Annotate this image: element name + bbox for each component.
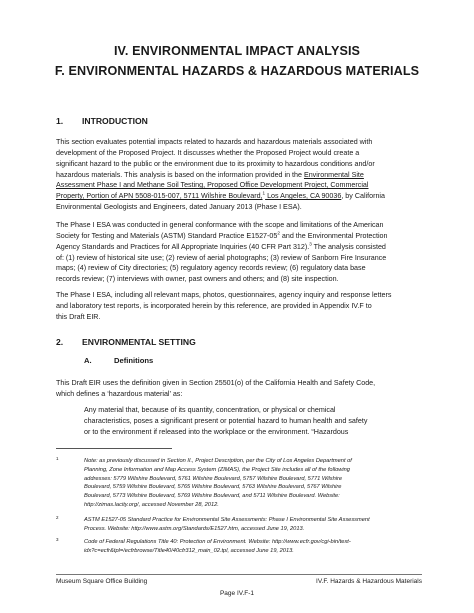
heading-number: 1.: [56, 116, 64, 126]
text-segment: hazardous materials. This analysis is based on the information provided in the: [56, 170, 304, 179]
page-number: Page IV.F-1: [219, 590, 255, 597]
text-line: [56, 170, 420, 181]
footnote-ref: 3: [309, 241, 312, 247]
text-segment: Society for Testing and Materials (ASTM) Standard Practice E1527-05: [56, 231, 278, 240]
intro-paragraph-1: [56, 137, 420, 213]
footnote-mark: 2: [56, 515, 59, 520]
text-line: Planning, Zone Information and Map Access System (ZIMAS), the Project Site includes all of the following: [84, 466, 350, 473]
text-segment: and the Environmental Protection: [279, 231, 388, 240]
text-line: ASTM E1527-05 Standard Practice for Environmental Site Assessments: Phase I Environmental Site Assessment: [84, 517, 370, 523]
text-line: maps; (4) review of City directories; (5) regulatory agency records review; (6) regulatory data base: [56, 264, 366, 273]
footnote-ref: 1: [262, 190, 266, 196]
heading-label: ENVIRONMENTAL SETTING: [82, 337, 196, 347]
heading-label: INTRODUCTION: [82, 116, 148, 126]
footnote-3: [56, 538, 422, 556]
report-title-text: Assessment Phase I and Methane Soil Testing, Proposed Office Development Project, Commercial: [56, 181, 369, 190]
intro-paragraph-3: [56, 290, 420, 323]
footer-rule: [56, 574, 422, 575]
text-line: [56, 191, 420, 202]
text-line: records review; (7) interviews with owner, past owners and others; and (8) site inspection.: [56, 275, 339, 284]
footnote-text: [84, 538, 351, 556]
intro-paragraph-2: [56, 220, 420, 285]
footnote-1: [56, 457, 422, 511]
footnote-mark: 3: [56, 537, 59, 542]
text-line: of: (1) review of historical site use; (2) review of aerial photographs; (3) review of Sanborn Fire Insurance: [56, 253, 387, 262]
text-line: addresses: 5779 Wilshire Boulevard, 5761 Wilshire Boulevard, 5757 Wilshire Boulevard, 5771 Wilshire: [84, 475, 343, 482]
footnote-mark: 1: [56, 456, 59, 461]
definition-paragraph: [56, 378, 420, 400]
text-line: The Phase I ESA, including all relevant maps, photos, questionnaires, agency inquiry and response letters: [56, 291, 392, 299]
footnote-separator: [56, 448, 172, 449]
subheading-label: Definitions: [114, 356, 154, 365]
text-line: idx?c=ecfr&tpl=/ecfrbrowse/Title40/40cfr312_main_02.tpl, accessed June 19, 2013.: [84, 547, 294, 554]
text-line: Boulevard, 5759 Wilshire Boulevard, 5765 Wilshire Boulevard, 5763 Wilshire Boulevard, 5767 Wilshire: [84, 484, 342, 491]
report-title-text: Los Angeles, CA 90036: [265, 192, 342, 201]
text-line: significant hazard to the public or the environment due to its proximity to hazardous conditions and/or: [56, 159, 375, 168]
footnote-2: [56, 516, 422, 534]
report-title-text: Environmental Site: [303, 170, 364, 179]
text-line: This Draft EIR uses the definition given in Section 25501(o) of the California Health and Safety Code,: [56, 379, 376, 387]
footnote-text: [84, 457, 352, 510]
text-line: Process. Website: http://www.astm.org/Standards/E1527.htm, accessed June 19, 2013.: [84, 525, 305, 532]
heading-number: 2.: [56, 337, 64, 347]
text-line: development of the Proposed Project. It discusses whether the Proposed Project would create a: [56, 148, 360, 157]
text-line: http://zimas.lacity.org/, accessed November 28, 2012.: [84, 501, 219, 508]
chapter-title: IV. ENVIRONMENTAL IMPACT ANALYSIS: [113, 44, 361, 58]
text-line: This section evaluates potential impacts related to hazards and hazardous materials associated with: [56, 138, 373, 146]
text-line: which defines a ‘hazardous material’ as:: [56, 389, 183, 398]
text-segment: Agency Standards and Practices for All Appropriate Inquiries (40 CFR Part 312).: [56, 242, 310, 251]
text-line: [56, 242, 420, 253]
text-line: The Phase I ESA was conducted in general conformance with the scope and limitations of the American: [56, 221, 384, 229]
footnote-text: [84, 516, 370, 534]
footer-section-name: IV.F. Hazards & Hazardous Materials: [316, 578, 422, 585]
text-line: Environmental Geologists and Engineers, dated January 2013 (Phase I ESA).: [56, 203, 302, 212]
subheading-letter: A.: [84, 356, 92, 365]
text-segment: The analysis consisted: [311, 242, 386, 251]
text-line: Boulevard, 5773 Wilshire Boulevard, 5769 Wilshire Boulevard, and 5711 Wilshire Boulevard. Website:: [84, 493, 340, 500]
section-title: F. ENVIRONMENTAL HAZARDS & HAZARDOUS MATERIALS: [54, 64, 420, 78]
text-line: Note: as previously discussed in Section II., Project Description, per the City of Los Angeles Department of: [84, 458, 352, 464]
text-line: this Draft EIR.: [56, 312, 101, 321]
text-segment: , by California: [341, 192, 385, 201]
text-line: and laboratory test reports, is incorporated herein by this reference, are provided in Appendix IV.F to: [56, 301, 372, 310]
report-title-text: Property, Portion of APN 5508-015-007, 5711 Wilshire Boulevard,: [56, 192, 263, 201]
text-line: Code of Federal Regulations Title 40: Protection of Environment. Website: http://www.ecfr.gov/cgi-bin/text-: [84, 539, 351, 545]
text-line: or to the environment if released into the workplace or the environment. “Hazardous: [84, 428, 349, 436]
footer-project-name: Museum Square Office Building: [56, 578, 148, 585]
text-line: characteristics, poses a significant present or potential hazard to human health and safety: [84, 417, 368, 425]
footnote-ref: 2: [277, 230, 280, 236]
text-line: [56, 231, 420, 242]
definition-quote: [84, 405, 422, 438]
text-line: Any material that, because of its quantity, concentration, or physical or chemical: [84, 406, 336, 414]
